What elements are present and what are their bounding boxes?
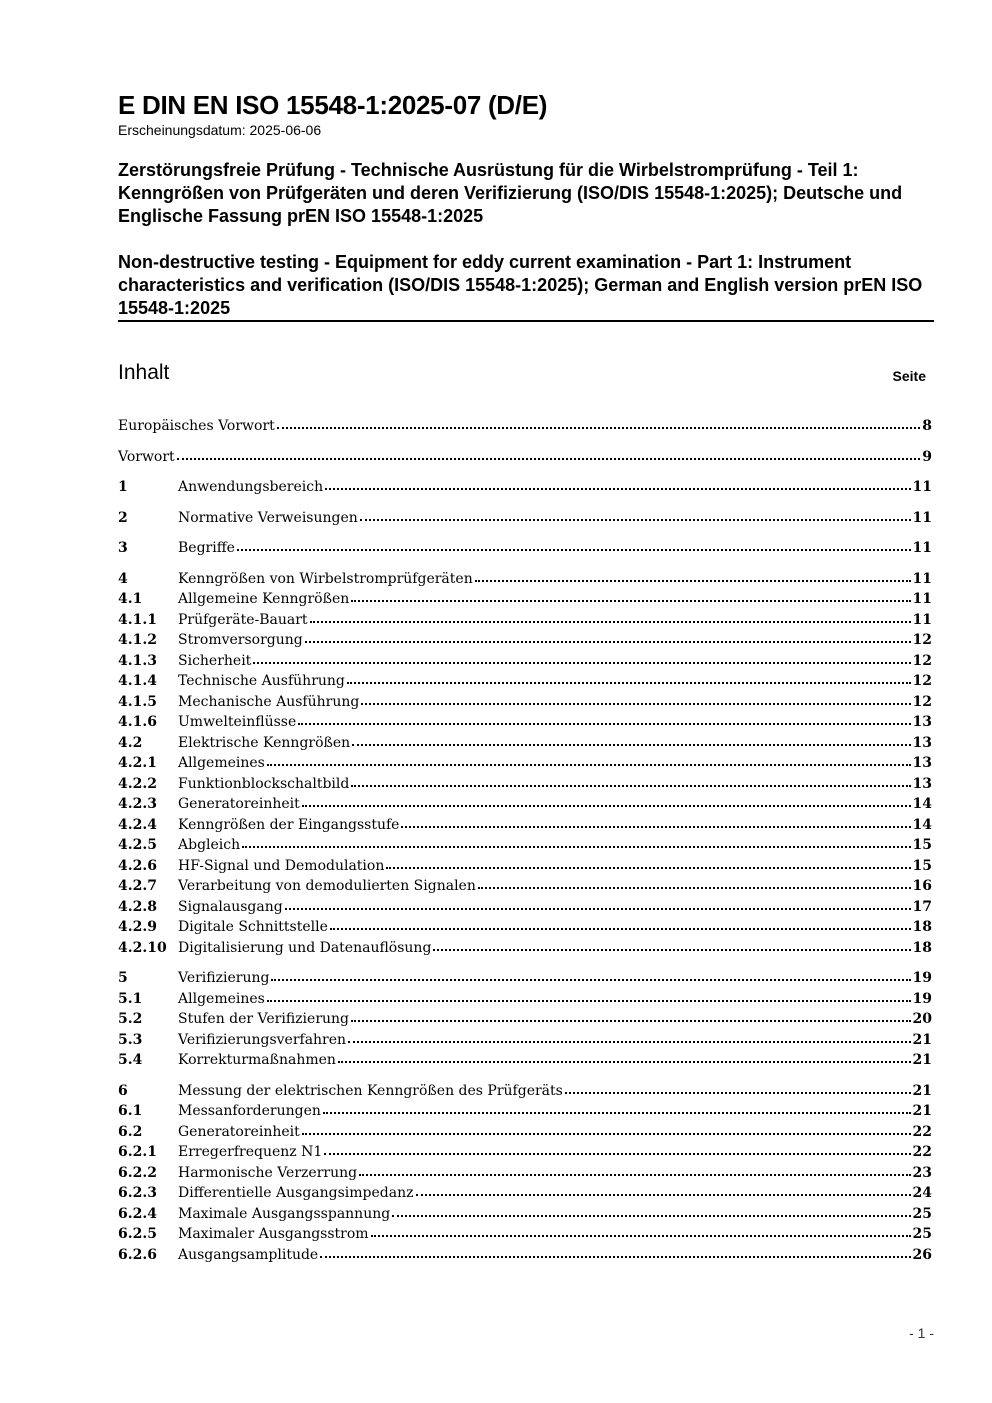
toc-entry-page: 21 — [912, 1082, 932, 1099]
toc-dot-leader — [323, 1112, 911, 1114]
title-german: Zerstörungsfreie Prüfung - Technische Ausrüstung für die Wirbelstromprüfung - Teil 1: Kenngrößen von Prüfgeräten und deren Verifizierung (ISO/DIS 15548-1:2025); Deutsche und Englische Fassung prEN ISO 15548-1:2025 — [118, 160, 903, 226]
toc-entry-number: 4.2.1 — [118, 755, 157, 771]
toc-entry-number: 4.1.4 — [118, 673, 157, 689]
toc-entry[interactable] — [118, 815, 932, 836]
toc-entry-title: Verifizierung — [178, 970, 270, 986]
toc-dot-leader — [330, 928, 911, 930]
toc-entry-page: 15 — [912, 857, 932, 874]
toc-entry-page: 18 — [912, 919, 932, 935]
toc-entry[interactable] — [118, 1050, 932, 1071]
toc-entry[interactable] — [118, 968, 932, 989]
toc-entry[interactable] — [118, 1081, 932, 1102]
toc-entry-title: Ausgangsamplitude — [178, 1246, 319, 1263]
toc-entry-page: 11 — [912, 479, 932, 495]
toc-entry-title: Kenngrößen von Wirbelstromprüfgeräten — [178, 570, 473, 587]
toc-entry-title: Digitalisierung und Datenauflösung — [178, 939, 432, 956]
toc-entry-page: 12 — [912, 693, 932, 710]
toc-dot-leader — [267, 764, 911, 766]
toc-entry-title: Messung der elektrischen Kenngrößen des Prüfgeräts — [178, 1082, 563, 1099]
toc-entry-title: Generatoreinheit — [178, 1123, 300, 1140]
toc-entry-page: 9 — [922, 448, 932, 465]
toc-dot-leader — [320, 1256, 910, 1258]
toc-entry-page: 8 — [922, 418, 932, 434]
toc-entry-title: Europäisches Vorwort — [118, 418, 275, 434]
toc-entry-title: Signalausgang — [178, 898, 283, 915]
toc-entry[interactable] — [118, 508, 932, 529]
toc-entry[interactable] — [118, 774, 932, 795]
toc-entry-number: 4.1.1 — [118, 611, 157, 628]
toc-entry-number: 5.2 — [118, 1011, 143, 1027]
toc-entry-page: 22 — [912, 1144, 932, 1160]
toc-entry-number: 6.2.1 — [118, 1144, 157, 1160]
toc-entry[interactable] — [118, 1122, 932, 1143]
toc-entry[interactable] — [118, 712, 932, 733]
toc-dot-leader — [310, 621, 911, 623]
toc-entry[interactable] — [118, 897, 932, 918]
toc-entry-title: Maximale Ausgangsspannung — [178, 1205, 391, 1222]
toc-entry-title: Elektrische Kenngrößen — [178, 734, 351, 751]
toc-entry[interactable] — [118, 630, 932, 651]
toc-dot-leader — [351, 600, 910, 602]
toc-entry-number: 2 — [118, 509, 128, 526]
toc-entry-title: Harmonische Verzerrung — [178, 1164, 358, 1181]
toc-entry-title: Maximaler Ausgangsstrom — [178, 1226, 369, 1242]
toc-dot-leader — [433, 949, 910, 951]
toc-entry-title: Generatoreinheit — [178, 796, 300, 812]
toc-entry[interactable] — [118, 447, 932, 468]
toc-dot-leader — [392, 1215, 910, 1217]
toc-entry-title: Vorwort — [118, 448, 175, 465]
toc-entry-number: 3 — [118, 540, 128, 556]
toc-entry-number: 4.1.6 — [118, 714, 157, 730]
page-number: - 1 - — [909, 1325, 934, 1341]
toc-entry-page: 13 — [912, 734, 932, 751]
toc-entry-number: 4.1.3 — [118, 652, 157, 669]
toc-entry[interactable] — [118, 794, 932, 815]
toc-dot-leader — [237, 549, 911, 551]
title-english: Non-destructive testing - Equipment for eddy current examination - Part 1: Instrument characteristics and verification (ISO/DIS 15548-1:2025); German and English version prEN ISO 15548-1:2025 — [118, 252, 923, 318]
toc-dot-leader — [253, 662, 910, 664]
toc-entry-number: 4.2.10 — [118, 939, 167, 956]
toc-entry-number: 4.2.7 — [118, 878, 157, 894]
toc-entry-page: 13 — [912, 755, 932, 771]
toc-entry-page: 25 — [912, 1226, 932, 1242]
toc-entry-page: 14 — [912, 796, 932, 812]
toc-entry-number: 4.1 — [118, 591, 143, 607]
toc-dot-leader — [347, 682, 911, 684]
toc-dot-leader — [302, 1133, 911, 1135]
toc-entry-number: 4.2.5 — [118, 837, 157, 853]
toc-dot-leader — [305, 641, 911, 643]
toc-entry[interactable] — [118, 1224, 932, 1245]
toc-entry[interactable] — [118, 856, 932, 877]
toc-dot-leader — [401, 826, 910, 828]
toc-entry-page: 16 — [912, 878, 932, 894]
toc-entry-title: Abgleich — [178, 837, 241, 853]
toc-entry-number: 4.1.5 — [118, 693, 157, 710]
toc-entry-page: 22 — [912, 1123, 932, 1140]
toc-entry-page: 21 — [912, 1103, 932, 1119]
toc-entry-number: 6.1 — [118, 1103, 143, 1119]
toc-dot-leader — [271, 979, 910, 981]
toc-dot-leader — [360, 519, 911, 521]
toc-entry[interactable] — [118, 651, 932, 672]
toc-dot-leader — [177, 458, 921, 460]
toc-dot-leader — [351, 1020, 911, 1022]
toc-entry[interactable] — [118, 416, 932, 437]
toc-dot-leader — [475, 580, 911, 582]
toc-entry-page: 19 — [912, 990, 932, 1007]
toc-entry-number: 6.2.4 — [118, 1205, 157, 1222]
toc-entry-number: 4.2.8 — [118, 898, 157, 915]
toc-dot-leader — [416, 1194, 911, 1196]
toc-dot-leader — [298, 723, 910, 725]
toc-entry[interactable] — [118, 589, 932, 610]
toc-entry-title: Erregerfrequenz N1 — [178, 1144, 323, 1160]
toc-entry-number: 6.2.5 — [118, 1226, 157, 1242]
toc-entry[interactable] — [118, 753, 932, 774]
toc-entry-page: 19 — [912, 970, 932, 986]
toc-entry[interactable] — [118, 1245, 932, 1266]
toc-entry[interactable] — [118, 1183, 932, 1204]
toc-entry-title: Funktionblockschaltbild — [178, 775, 350, 792]
toc-entry-title: Kenngrößen der Eingangsstufe — [178, 816, 400, 833]
toc-entry-number: 4.2.3 — [118, 796, 157, 812]
toc-entry-page: 21 — [912, 1031, 932, 1048]
toc-entry-title: Verarbeitung von demodulierten Signalen — [178, 878, 476, 894]
toc-entry-page: 25 — [912, 1205, 932, 1222]
toc-entry[interactable] — [118, 477, 932, 498]
toc-entry[interactable] — [118, 1030, 932, 1051]
toc-dot-leader — [348, 1041, 910, 1043]
toc-entry-title: Allgemeines — [178, 990, 265, 1007]
toc-entry-number: 6 — [118, 1082, 128, 1099]
toc-entry-title: Korrekturmaßnahmen — [178, 1052, 336, 1068]
toc-entry-title: Verifizierungsverfahren — [178, 1031, 347, 1048]
toc-page-label: Seite — [892, 368, 926, 384]
toc-entry-page: 11 — [912, 570, 932, 587]
toc-dot-leader — [285, 908, 911, 910]
toc-entry[interactable] — [118, 692, 932, 713]
toc-entry-page: 18 — [912, 939, 932, 956]
toc-entry-page: 20 — [912, 1011, 932, 1027]
toc-entry-page: 11 — [912, 611, 932, 628]
toc-entry-title: Umwelteinflüsse — [178, 714, 297, 730]
toc-entry-title: Sicherheit — [178, 652, 252, 669]
toc-entry-number: 5.1 — [118, 990, 143, 1007]
toc-entry[interactable] — [118, 1204, 932, 1225]
table-of-contents — [118, 416, 932, 1265]
toc-entry[interactable] — [118, 989, 932, 1010]
toc-entry-number: 6.2.6 — [118, 1246, 157, 1263]
toc-dot-leader — [371, 1235, 911, 1237]
toc-entry-page: 15 — [912, 837, 932, 853]
toc-entry-page: 12 — [912, 632, 932, 648]
toc-dot-leader — [242, 846, 910, 848]
toc-dot-leader — [361, 703, 910, 705]
toc-entry-number: 4 — [118, 570, 128, 587]
toc-entry-number: 5.4 — [118, 1052, 143, 1068]
toc-entry[interactable] — [118, 835, 932, 856]
toc-entry-page: 21 — [912, 1052, 932, 1068]
toc-entry-page: 13 — [912, 775, 932, 792]
toc-entry-number: 4.2.2 — [118, 775, 157, 792]
toc-entry-number: 6.2.2 — [118, 1164, 157, 1181]
toc-entry-page: 11 — [912, 540, 932, 556]
toc-entry[interactable] — [118, 569, 932, 590]
toc-entry[interactable] — [118, 917, 932, 938]
toc-dot-leader — [267, 1000, 911, 1002]
toc-entry-title: Allgemeine Kenngrößen — [178, 591, 350, 607]
toc-entry-title: Prüfgeräte-Bauart — [178, 611, 308, 628]
toc-entry-page: 12 — [912, 652, 932, 669]
toc-dot-leader — [359, 1174, 910, 1176]
toc-entry-title: Stromversorgung — [178, 632, 303, 648]
toc-dot-leader — [352, 744, 910, 746]
toc-entry-page: 14 — [912, 816, 932, 833]
toc-entry-page: 11 — [912, 509, 932, 526]
toc-entry[interactable] — [118, 733, 932, 754]
toc-entry-number: 4.1.2 — [118, 632, 157, 648]
header-divider — [118, 320, 934, 322]
toc-dot-leader — [338, 1061, 911, 1063]
toc-entry-number: 4.2.9 — [118, 919, 157, 935]
toc-entry[interactable] — [118, 1163, 932, 1184]
publication-date: Erscheinungsdatum: 2025-06-06 — [118, 122, 322, 138]
toc-dot-leader — [478, 887, 911, 889]
toc-entry-title: Stufen der Verifizierung — [178, 1011, 350, 1027]
toc-entry[interactable] — [118, 538, 932, 559]
toc-entry-page: 17 — [912, 898, 932, 915]
toc-entry-number: 4.2 — [118, 734, 143, 751]
toc-entry-number: 4.2.4 — [118, 816, 157, 833]
toc-entry-number: 5.3 — [118, 1031, 143, 1048]
toc-entry[interactable] — [118, 1142, 932, 1163]
toc-dot-leader — [325, 488, 910, 490]
toc-entry-title: Digitale Schnittstelle — [178, 919, 328, 935]
toc-entry-number: 5 — [118, 970, 128, 986]
toc-entry-title: Differentielle Ausgangsimpedanz — [178, 1185, 414, 1201]
toc-entry[interactable] — [118, 938, 932, 959]
toc-dot-leader — [386, 867, 910, 869]
toc-entry-title: Allgemeines — [178, 755, 265, 771]
toc-entry-page: 13 — [912, 714, 932, 730]
toc-entry-title: Anwendungsbereich — [178, 479, 324, 495]
toc-entry-title: Mechanische Ausführung — [178, 693, 360, 710]
toc-entry-page: 12 — [912, 673, 932, 689]
toc-entry-title: HF-Signal und Demodulation — [178, 857, 385, 874]
toc-entry[interactable] — [118, 1101, 932, 1122]
toc-entry-title: Technische Ausführung — [178, 673, 345, 689]
toc-entry-page: 26 — [912, 1246, 932, 1263]
toc-entry-page: 11 — [912, 591, 932, 607]
toc-entry-number: 4.2.6 — [118, 857, 157, 874]
toc-dot-leader — [324, 1153, 910, 1155]
toc-dot-leader — [277, 427, 920, 429]
toc-dot-leader — [565, 1092, 911, 1094]
toc-entry[interactable] — [118, 1009, 932, 1030]
toc-entry[interactable] — [118, 610, 932, 631]
toc-entry-page: 23 — [912, 1164, 932, 1181]
toc-dot-leader — [351, 785, 910, 787]
toc-entry-number: 6.2.3 — [118, 1185, 157, 1201]
document-id: E DIN EN ISO 15548-1:2025-07 (D/E) — [118, 90, 548, 120]
toc-entry-title: Begriffe — [178, 540, 235, 556]
toc-entry-page: 24 — [912, 1185, 932, 1201]
toc-heading: Inhalt — [118, 361, 170, 384]
toc-entry-title: Messanforderungen — [178, 1103, 321, 1119]
toc-entry-title: Normative Verweisungen — [178, 509, 358, 526]
toc-dot-leader — [302, 805, 911, 807]
toc-entry-number: 6.2 — [118, 1123, 143, 1140]
toc-entry[interactable] — [118, 876, 932, 897]
toc-entry[interactable] — [118, 671, 932, 692]
toc-entry-number: 1 — [118, 479, 128, 495]
